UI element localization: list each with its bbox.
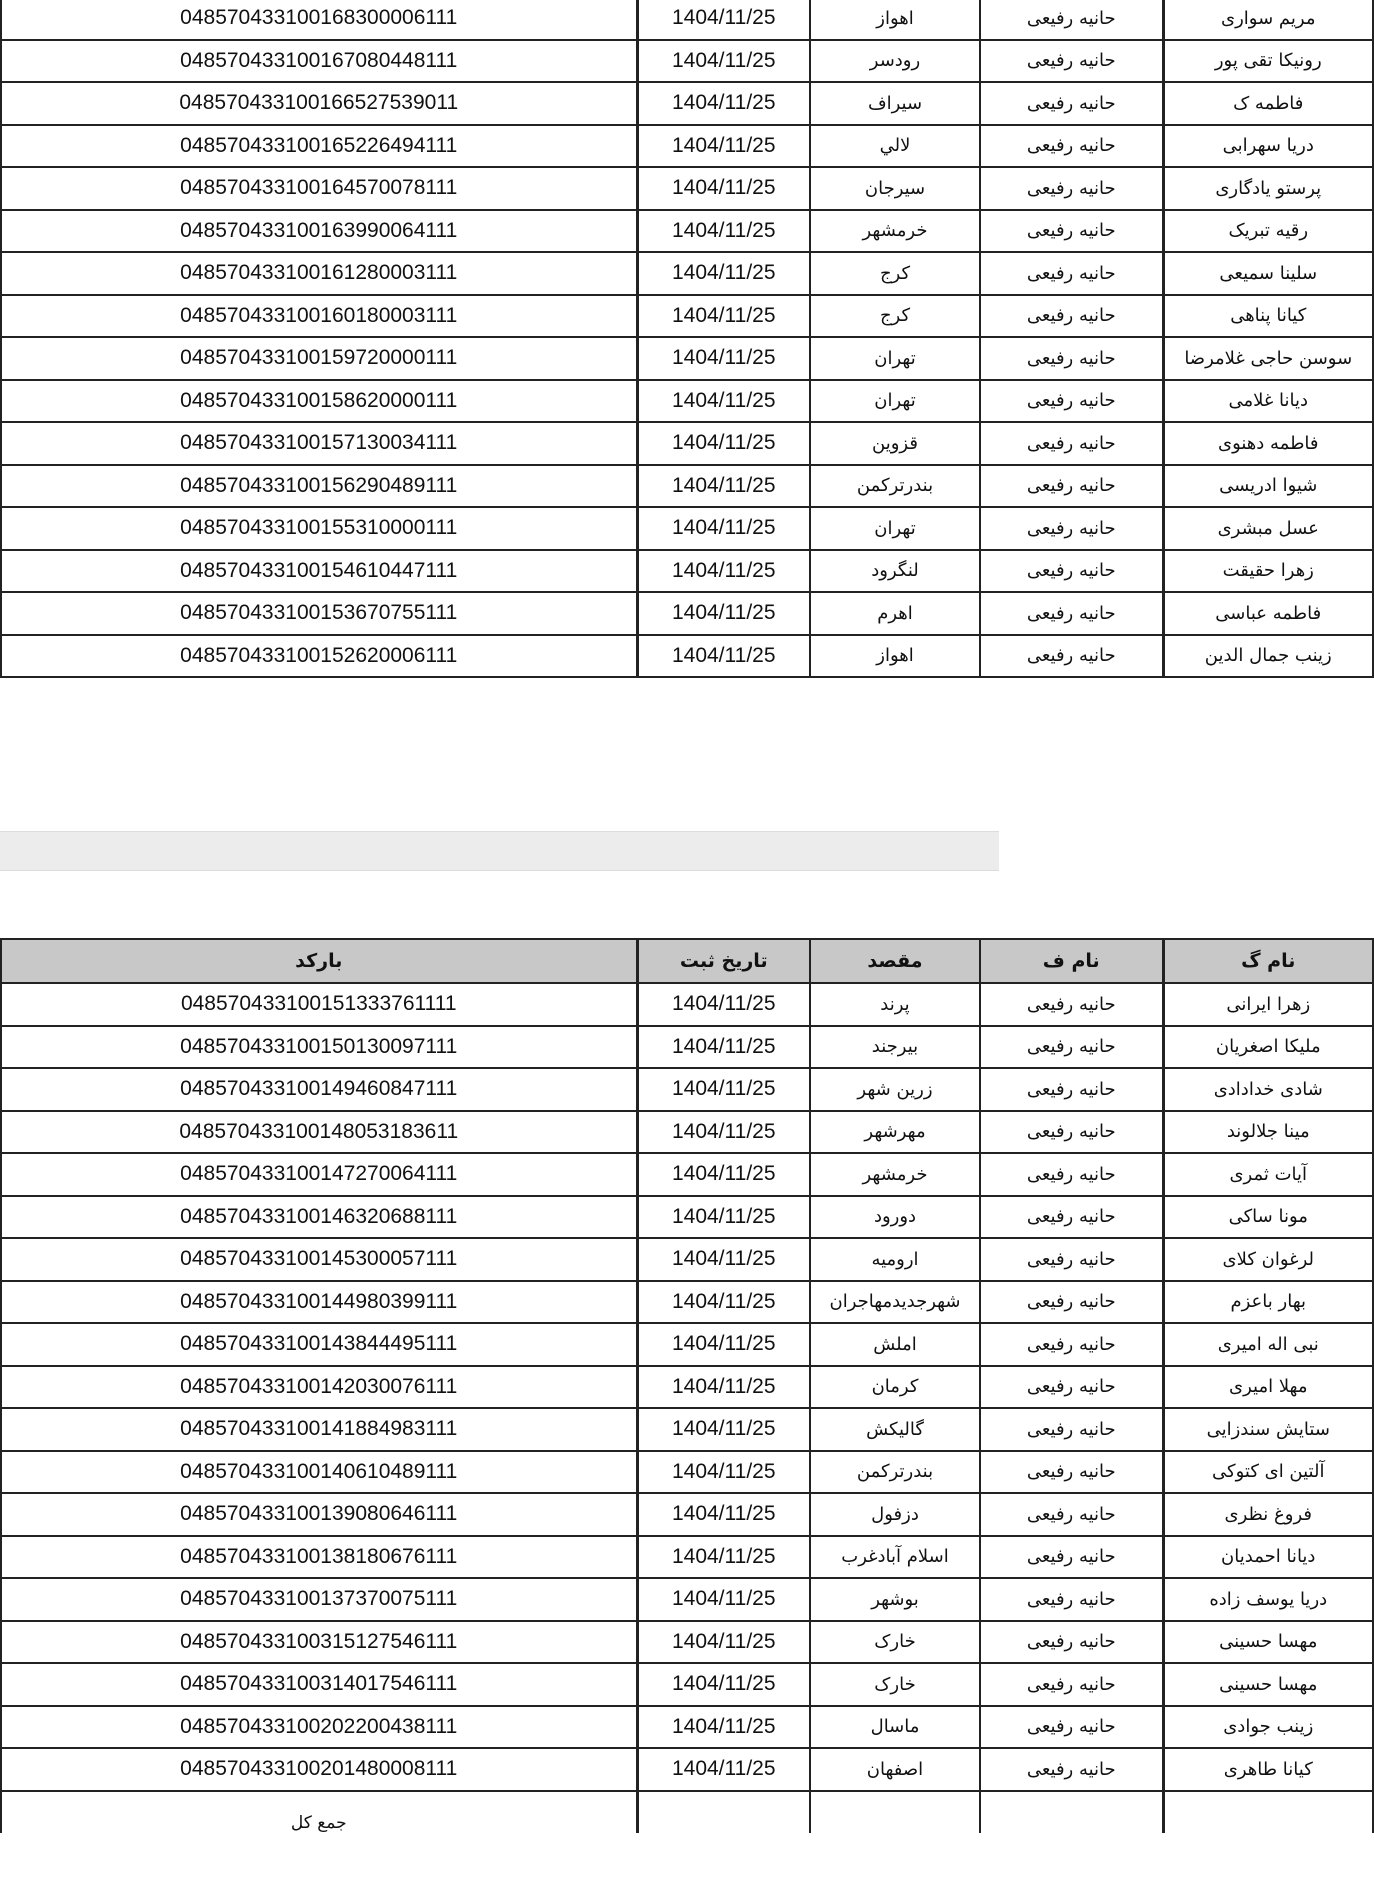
table-row (1, 1621, 1373, 1664)
last-name-cell: حانیه رفیعی (980, 1536, 1163, 1579)
destination-cell: املش (810, 1323, 980, 1366)
table-row (1, 82, 1373, 125)
destination-cell: کرج (810, 252, 980, 295)
barcode-cell: 048570433100149460847111 (1, 1068, 637, 1111)
total-cell-empty (810, 1791, 980, 1834)
date-cell: 1404/11/25 (637, 422, 810, 465)
date-cell: 1404/11/25 (637, 1663, 810, 1706)
barcode-cell: 048570433100152620006111 (1, 635, 637, 678)
date-cell: 1404/11/25 (637, 380, 810, 423)
date-cell: 1404/11/25 (637, 1493, 810, 1536)
total-cell-empty (1163, 1791, 1373, 1834)
date-cell: 1404/11/25 (637, 1748, 810, 1791)
first-name-cell: پرستو یادگاری (1163, 167, 1373, 210)
date-cell: 1404/11/25 (637, 592, 810, 635)
destination-cell: خارک (810, 1621, 980, 1664)
destination-cell: خرمشهر (810, 1153, 980, 1196)
barcode-cell: 048570433100145300057111 (1, 1238, 637, 1281)
total-cell-empty (637, 1791, 810, 1834)
last-name-cell: حانیه رفیعی (980, 1238, 1163, 1281)
last-name-cell: حانیه رفیعی (980, 1281, 1163, 1324)
destination-cell: زرین شهر (810, 1068, 980, 1111)
destination-cell: کرمان (810, 1366, 980, 1409)
barcode-cell: 048570433100164570078111 (1, 167, 637, 210)
date-cell: 1404/11/25 (637, 337, 810, 380)
last-name-cell: حانیه رفیعی (980, 1153, 1163, 1196)
last-name-cell: حانیه رفیعی (980, 167, 1163, 210)
header-first-name: نام گ (1163, 939, 1373, 983)
date-cell: 1404/11/25 (637, 550, 810, 593)
date-cell: 1404/11/25 (637, 1196, 810, 1239)
shipment-table-page-2 (0, 938, 1374, 1833)
table-row (1, 167, 1373, 210)
table-row (1, 592, 1373, 635)
barcode-cell: 048570433100156290489111 (1, 465, 637, 508)
first-name-cell: آیات ثمری (1163, 1153, 1373, 1196)
first-name-cell: زهرا حقیقت (1163, 550, 1373, 593)
total-cell-empty (980, 1791, 1163, 1834)
date-cell: 1404/11/25 (637, 0, 810, 40)
barcode-cell: 048570433100137370075111 (1, 1578, 637, 1621)
destination-cell: لنگرود (810, 550, 980, 593)
destination-cell: مهرشهر (810, 1111, 980, 1154)
date-cell: 1404/11/25 (637, 1536, 810, 1579)
table-row (1, 1748, 1373, 1791)
barcode-cell: 048570433100158620000111 (1, 380, 637, 423)
first-name-cell: فاطمه عباسی (1163, 592, 1373, 635)
table-row (1, 337, 1373, 380)
first-name-cell: دریا یوسف زاده (1163, 1578, 1373, 1621)
first-name-cell: آلتین ای کتوکی (1163, 1451, 1373, 1494)
table-row (1, 380, 1373, 423)
date-cell: 1404/11/25 (637, 1281, 810, 1324)
table-row (1, 1706, 1373, 1749)
last-name-cell: حانیه رفیعی (980, 380, 1163, 423)
last-name-cell: حانیه رفیعی (980, 1068, 1163, 1111)
first-name-cell: زینب جمال الدین (1163, 635, 1373, 678)
barcode-cell: 048570433100144980399111 (1, 1281, 637, 1324)
barcode-cell: 048570433100159720000111 (1, 337, 637, 380)
barcode-cell: 048570433100314017546111 (1, 1663, 637, 1706)
table-row (1, 295, 1373, 338)
last-name-cell: حانیه رفیعی (980, 465, 1163, 508)
destination-cell: بوشهر (810, 1578, 980, 1621)
table-row (1, 1578, 1373, 1621)
table-row (1, 1366, 1373, 1409)
barcode-cell: 048570433100146320688111 (1, 1196, 637, 1239)
date-cell: 1404/11/25 (637, 1408, 810, 1451)
last-name-cell: حانیه رفیعی (980, 507, 1163, 550)
table-row (1, 1026, 1373, 1069)
last-name-cell: حانیه رفیعی (980, 1621, 1163, 1664)
first-name-cell: مینا جلالوند (1163, 1111, 1373, 1154)
destination-cell: شهرجدیدمهاجران (810, 1281, 980, 1324)
date-cell: 1404/11/25 (637, 295, 810, 338)
destination-cell: ارومیه (810, 1238, 980, 1281)
destination-cell: اصفهان (810, 1748, 980, 1791)
barcode-cell: 048570433100201480008111 (1, 1748, 637, 1791)
table-row (1, 1281, 1373, 1324)
first-name-cell: رونیکا تقی پور (1163, 40, 1373, 83)
first-name-cell: دیانا احمدیان (1163, 1536, 1373, 1579)
table-row (1, 1493, 1373, 1536)
table-row (1, 550, 1373, 593)
destination-cell: اسلام آبادغرب (810, 1536, 980, 1579)
date-cell: 1404/11/25 (637, 1706, 810, 1749)
date-cell: 1404/11/25 (637, 1111, 810, 1154)
header-barcode: بارکد (1, 939, 637, 983)
barcode-cell: 048570433100138180676111 (1, 1536, 637, 1579)
first-name-cell: مهلا امیری (1163, 1366, 1373, 1409)
table-row (1, 210, 1373, 253)
date-cell: 1404/11/25 (637, 1323, 810, 1366)
table-row (1, 1111, 1373, 1154)
last-name-cell: حانیه رفیعی (980, 1196, 1163, 1239)
last-name-cell: حانیه رفیعی (980, 40, 1163, 83)
destination-cell: بندرترکمن (810, 465, 980, 508)
barcode-cell: 048570433100140610489111 (1, 1451, 637, 1494)
date-cell: 1404/11/25 (637, 210, 810, 253)
table-row (1, 1323, 1373, 1366)
barcode-cell: 048570433100163990064111 (1, 210, 637, 253)
first-name-cell: مهسا حسینی (1163, 1621, 1373, 1664)
total-label: جمع کل (1, 1791, 637, 1834)
date-cell: 1404/11/25 (637, 1451, 810, 1494)
last-name-cell: حانیه رفیعی (980, 337, 1163, 380)
date-cell: 1404/11/25 (637, 1153, 810, 1196)
first-name-cell: لرغوان کلای (1163, 1238, 1373, 1281)
last-name-cell: حانیه رفیعی (980, 1366, 1163, 1409)
last-name-cell: حانیه رفیعی (980, 635, 1163, 678)
header-destination: مقصد (810, 939, 980, 983)
table-row (1, 1663, 1373, 1706)
date-cell: 1404/11/25 (637, 82, 810, 125)
last-name-cell: حانیه رفیعی (980, 550, 1163, 593)
last-name-cell: حانیه رفیعی (980, 422, 1163, 465)
table-row (1, 125, 1373, 168)
table-row (1, 1153, 1373, 1196)
destination-cell: سیرجان (810, 167, 980, 210)
date-cell: 1404/11/25 (637, 1621, 810, 1664)
destination-cell: تهران (810, 380, 980, 423)
table-header-row (1, 939, 1373, 983)
table-row (1, 0, 1373, 40)
last-name-cell: حانیه رفیعی (980, 252, 1163, 295)
destination-cell: اهواز (810, 635, 980, 678)
first-name-cell: مریم سواری (1163, 0, 1373, 40)
destination-cell: سیراف (810, 82, 980, 125)
first-name-cell: عسل مبشری (1163, 507, 1373, 550)
destination-cell: اهواز (810, 0, 980, 40)
destination-cell: ماسال (810, 1706, 980, 1749)
barcode-cell: 048570433100160180003111 (1, 295, 637, 338)
table-row (1, 1408, 1373, 1451)
destination-cell: بندرترکمن (810, 1451, 980, 1494)
barcode-cell: 048570433100141884983111 (1, 1408, 637, 1451)
barcode-cell: 048570433100147270064111 (1, 1153, 637, 1196)
last-name-cell: حانیه رفیعی (980, 1026, 1163, 1069)
first-name-cell: سوسن حاجی غلامرضا (1163, 337, 1373, 380)
last-name-cell: حانیه رفیعی (980, 1451, 1163, 1494)
destination-cell: گالیکش (810, 1408, 980, 1451)
destination-cell: رودسر (810, 40, 980, 83)
first-name-cell: دریا سهرابی (1163, 125, 1373, 168)
date-cell: 1404/11/25 (637, 507, 810, 550)
date-cell: 1404/11/25 (637, 635, 810, 678)
barcode-cell: 048570433100202200438111 (1, 1706, 637, 1749)
first-name-cell: فاطمه ک (1163, 82, 1373, 125)
destination-cell: قزوین (810, 422, 980, 465)
barcode-cell: 048570433100166527539011 (1, 82, 637, 125)
last-name-cell: حانیه رفیعی (980, 1706, 1163, 1749)
table-row (1, 465, 1373, 508)
first-name-cell: شادی خدادادی (1163, 1068, 1373, 1111)
first-name-cell: مونا ساکی (1163, 1196, 1373, 1239)
table-row (1, 635, 1373, 678)
barcode-cell: 048570433100153670755111 (1, 592, 637, 635)
destination-cell: اهرم (810, 592, 980, 635)
last-name-cell: حانیه رفیعی (980, 125, 1163, 168)
total-row (1, 1791, 1373, 1834)
barcode-cell: 048570433100168300006111 (1, 0, 637, 40)
first-name-cell: فروغ نظری (1163, 1493, 1373, 1536)
table-row (1, 507, 1373, 550)
destination-cell: کرج (810, 295, 980, 338)
date-cell: 1404/11/25 (637, 40, 810, 83)
last-name-cell: حانیه رفیعی (980, 1748, 1163, 1791)
destination-cell: خرمشهر (810, 210, 980, 253)
barcode-cell: 048570433100143844495111 (1, 1323, 637, 1366)
last-name-cell: حانیه رفیعی (980, 210, 1163, 253)
table-row (1, 1536, 1373, 1579)
first-name-cell: دیانا غلامی (1163, 380, 1373, 423)
last-name-cell: حانیه رفیعی (980, 592, 1163, 635)
first-name-cell: فاطمه دهنوی (1163, 422, 1373, 465)
last-name-cell: حانیه رفیعی (980, 1111, 1163, 1154)
date-cell: 1404/11/25 (637, 125, 810, 168)
date-cell: 1404/11/25 (637, 465, 810, 508)
first-name-cell: مهسا حسینی (1163, 1663, 1373, 1706)
table-row (1, 422, 1373, 465)
destination-cell: دورود (810, 1196, 980, 1239)
first-name-cell: نبی اله امیری (1163, 1323, 1373, 1366)
table-row (1, 1068, 1373, 1111)
date-cell: 1404/11/25 (637, 252, 810, 295)
barcode-cell: 048570433100150130097111 (1, 1026, 637, 1069)
barcode-cell: 048570433100142030076111 (1, 1366, 637, 1409)
table-row (1, 252, 1373, 295)
barcode-cell: 048570433100154610447111 (1, 550, 637, 593)
destination-cell: تهران (810, 337, 980, 380)
last-name-cell: حانیه رفیعی (980, 82, 1163, 125)
date-cell: 1404/11/25 (637, 1068, 810, 1111)
header-date: تاریخ ثبت (637, 939, 810, 983)
barcode-cell: 048570433100161280003111 (1, 252, 637, 295)
first-name-cell: زهرا ایرانی (1163, 983, 1373, 1026)
barcode-cell: 048570433100165226494111 (1, 125, 637, 168)
barcode-cell: 048570433100167080448111 (1, 40, 637, 83)
date-cell: 1404/11/25 (637, 1026, 810, 1069)
destination-cell: پرند (810, 983, 980, 1026)
page-break-divider (0, 831, 999, 871)
destination-cell: دزفول (810, 1493, 980, 1536)
date-cell: 1404/11/25 (637, 167, 810, 210)
destination-cell: لالي (810, 125, 980, 168)
first-name-cell: زینب جوادی (1163, 1706, 1373, 1749)
first-name-cell: ستایش سندزایی (1163, 1408, 1373, 1451)
destination-cell: بیرجند (810, 1026, 980, 1069)
last-name-cell: حانیه رفیعی (980, 0, 1163, 40)
last-name-cell: حانیه رفیعی (980, 983, 1163, 1026)
last-name-cell: حانیه رفیعی (980, 1663, 1163, 1706)
last-name-cell: حانیه رفیعی (980, 1493, 1163, 1536)
date-cell: 1404/11/25 (637, 1238, 810, 1281)
table-row (1, 1238, 1373, 1281)
header-last-name: نام ف (980, 939, 1163, 983)
destination-cell: خارک (810, 1663, 980, 1706)
first-name-cell: شیوا ادریسی (1163, 465, 1373, 508)
barcode-cell: 048570433100139080646111 (1, 1493, 637, 1536)
table-row (1, 40, 1373, 83)
date-cell: 1404/11/25 (637, 1578, 810, 1621)
table-row (1, 1196, 1373, 1239)
barcode-cell: 048570433100151333761111 (1, 983, 637, 1026)
table-row (1, 1451, 1373, 1494)
barcode-cell: 048570433100157130034111 (1, 422, 637, 465)
table-row (1, 983, 1373, 1026)
last-name-cell: حانیه رفیعی (980, 1408, 1163, 1451)
first-name-cell: بهار باعزم (1163, 1281, 1373, 1324)
last-name-cell: حانیه رفیعی (980, 1323, 1163, 1366)
date-cell: 1404/11/25 (637, 983, 810, 1026)
barcode-cell: 048570433100315127546111 (1, 1621, 637, 1664)
first-name-cell: کیانا پناهی (1163, 295, 1373, 338)
shipment-table-page-1 (0, 0, 1374, 678)
first-name-cell: رقیه تبریک (1163, 210, 1373, 253)
first-name-cell: سلینا سمیعی (1163, 252, 1373, 295)
last-name-cell: حانیه رفیعی (980, 1578, 1163, 1621)
date-cell: 1404/11/25 (637, 1366, 810, 1409)
first-name-cell: کیانا طاهری (1163, 1748, 1373, 1791)
destination-cell: تهران (810, 507, 980, 550)
first-name-cell: ملیکا اصغریان (1163, 1026, 1373, 1069)
last-name-cell: حانیه رفیعی (980, 295, 1163, 338)
barcode-cell: 048570433100148053183611 (1, 1111, 637, 1154)
barcode-cell: 048570433100155310000111 (1, 507, 637, 550)
